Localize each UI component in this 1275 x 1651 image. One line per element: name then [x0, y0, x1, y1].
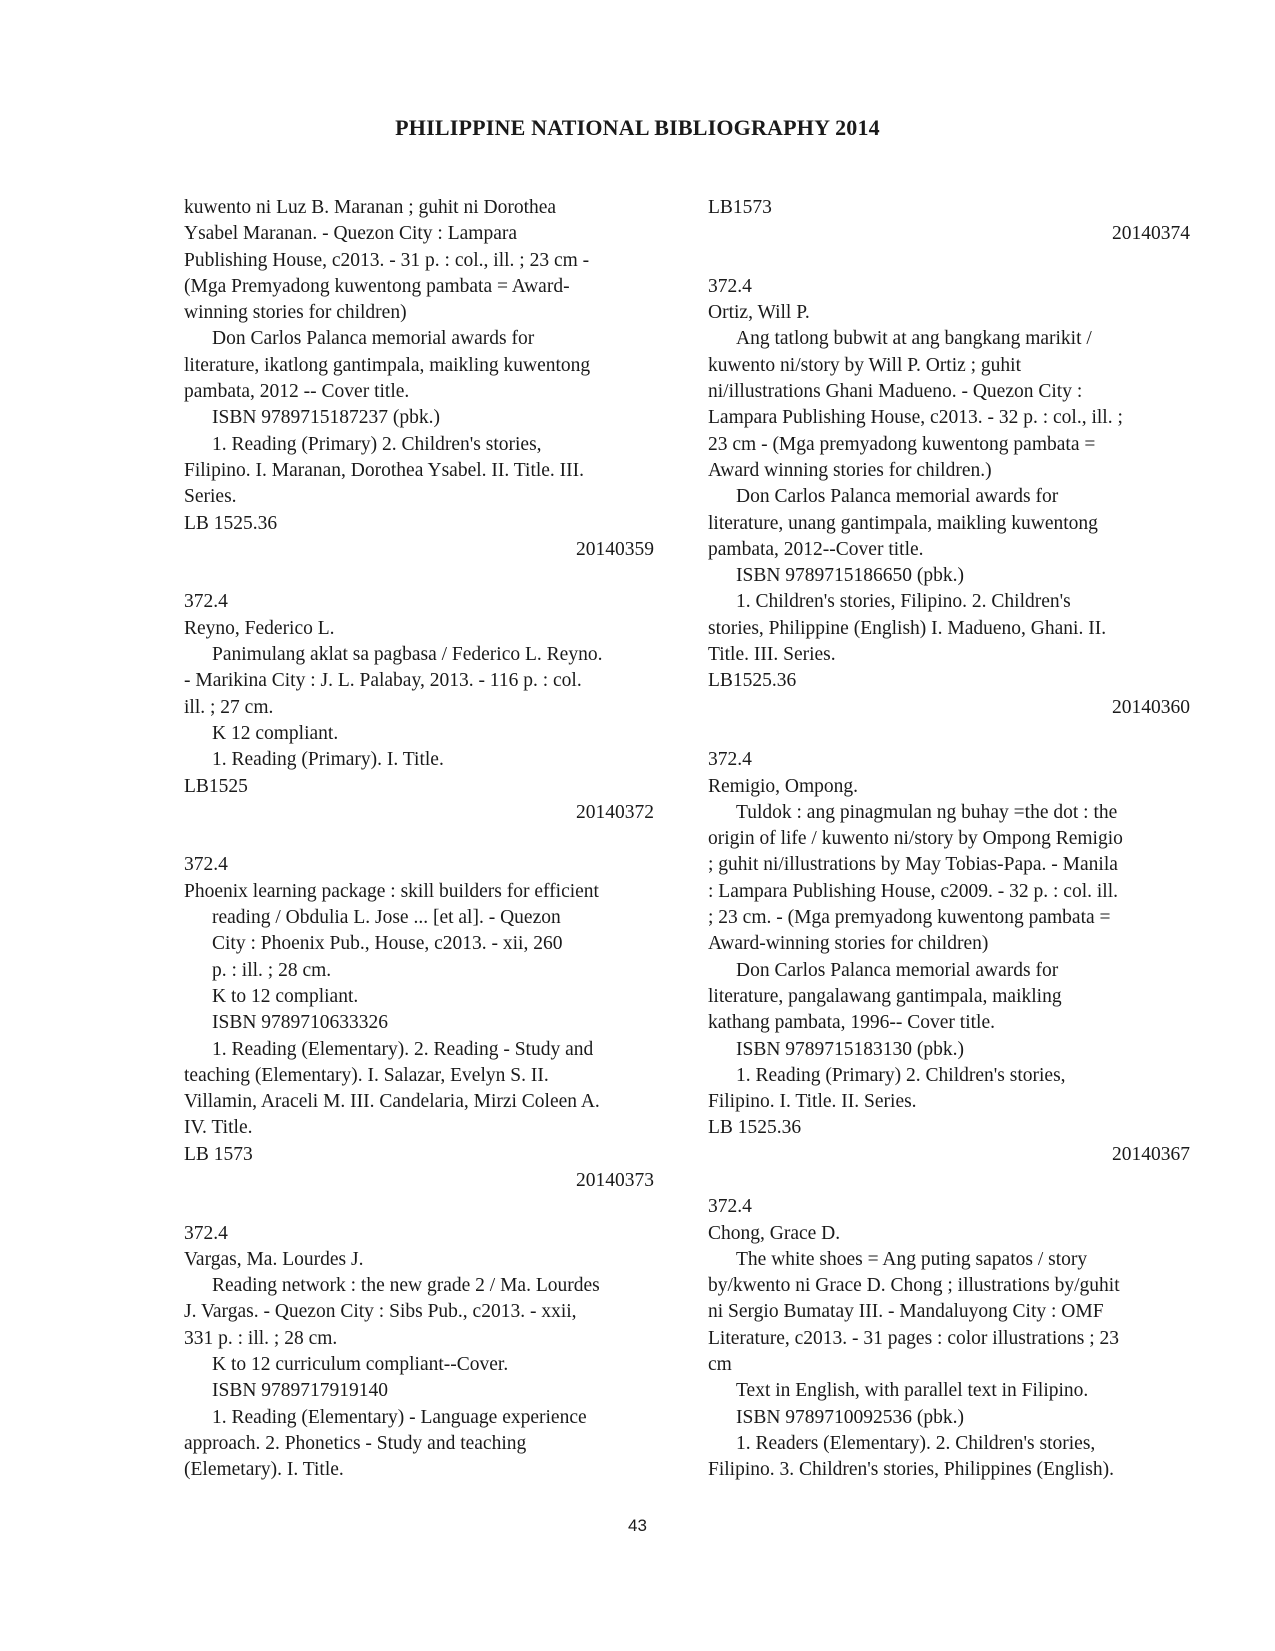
entry-line: 1. Reading (Primary) 2. Children's stories, — [212, 433, 542, 455]
entry-line: 1. Children's stories, Filipino. 2. Children's — [736, 591, 1071, 613]
entry-line: (Elemetary). I. Title. — [184, 1459, 344, 1481]
entry-line: K to 12 curriculum compliant--Cover. — [212, 1354, 509, 1376]
entry-line: teaching (Elementary). I. Salazar, Evelyn S. II. — [184, 1064, 549, 1086]
entry-line: Literature, c2013. - 31 pages : color illustrations ; 23 — [708, 1327, 1120, 1349]
entry-line: ill. ; 27 cm. — [184, 696, 274, 718]
entry-line: The white shoes = Ang puting sapatos / story — [736, 1248, 1088, 1270]
entry-line: (Mga Premyadong kuwentong pambata = Award- — [184, 275, 570, 297]
entry-line: 372.4 — [184, 591, 228, 613]
entry-line: 372.4 — [708, 749, 752, 771]
entry-line: Ang tatlong bubwit at ang bangkang marikit / — [736, 328, 1092, 350]
entry-line: kuwento ni/story by Will P. Ortiz ; guhit — [708, 354, 1022, 376]
entry-line: Reyno, Federico L. — [184, 617, 335, 639]
entry-line: by/kwento ni Grace D. Chong ; illustrations by/guhit — [708, 1275, 1120, 1297]
entry-line: Chong, Grace D. — [708, 1222, 841, 1244]
spacer — [708, 721, 1190, 747]
entry-line: 372.4 — [708, 1196, 752, 1218]
entry-line: ni/illustrations Ghani Madueno. - Quezon City : — [708, 381, 1083, 403]
left-column — [184, 195, 654, 1484]
entry-line: 372.4 — [184, 854, 228, 876]
entry-line: 23 cm - (Mga premyadong kuwentong pambata = — [708, 433, 1096, 455]
entry-line: K to 12 compliant. — [212, 985, 359, 1007]
entry-line: kathang pambata, 1996-- Cover title. — [708, 1012, 995, 1034]
entry-line: ; 23 cm. - (Mga premyadong kuwentong pambata = — [708, 907, 1111, 929]
entry-line: ISBN 9789715186650 (pbk.) — [736, 565, 965, 587]
entry-line: 331 p. : ill. ; 28 cm. — [184, 1327, 338, 1349]
entry-line: winning stories for children) — [184, 302, 407, 324]
entry-line: pambata, 2012 -- Cover title. — [184, 381, 410, 403]
entry-line: 1. Readers (Elementary). 2. Children's stories, — [736, 1432, 1096, 1454]
entry-line: LB1525.36 — [708, 670, 797, 692]
entry-line: p. : ill. ; 28 cm. — [212, 959, 332, 981]
entry-line: Filipino. I. Title. II. Series. — [708, 1091, 917, 1113]
spacer — [708, 1168, 1190, 1194]
spacer — [184, 563, 654, 589]
entry-line: ; guhit ni/illustrations by May Tobias-Papa. - Manila — [708, 854, 1118, 876]
entry-line: Series. — [184, 486, 237, 508]
record-number: 20140367 — [1112, 1143, 1190, 1165]
entry-line: Text in English, with parallel text in Filipino. — [736, 1380, 1089, 1402]
entry-line: Title. III. Series. — [708, 644, 836, 666]
entry-line: Publishing House, c2013. - 31 p. : col., ill. ; 23 cm - — [184, 249, 590, 271]
entry-line: 1. Reading (Primary). I. Title. — [212, 749, 444, 771]
entry-line: ISBN 9789710633326 — [212, 1012, 389, 1034]
entry-line: reading / Obdulia L. Jose ... [et al]. - Quezon — [212, 907, 561, 929]
entry-line: J. Vargas. - Quezon City : Sibs Pub., c2013. - xxii, — [184, 1301, 577, 1323]
entry-line: 1. Reading (Primary) 2. Children's stories, — [736, 1064, 1066, 1086]
entry-line: LB 1573 — [184, 1143, 253, 1165]
entry-line: Don Carlos Palanca memorial awards for — [736, 959, 1059, 981]
entry-line: City : Phoenix Pub., House, c2013. - xii, 260 — [212, 933, 563, 955]
entry-line: Ysabel Maranan. - Quezon City : Lampara — [184, 223, 518, 245]
entry-line: Reading network : the new grade 2 / Ma. Lourdes — [212, 1275, 600, 1297]
entry-line: Filipino. I. Maranan, Dorothea Ysabel. II. Title. III. — [184, 459, 585, 481]
entry-line: 372.4 — [708, 275, 752, 297]
entry-line: literature, ikatlong gantimpala, maikling kuwentong — [184, 354, 591, 376]
entry-line: Tuldok : ang pinagmulan ng buhay =the dot : the — [736, 801, 1118, 823]
entry-line: literature, pangalawang gantimpala, maikling — [708, 985, 1062, 1007]
entry-line: K 12 compliant. — [212, 722, 339, 744]
entry-line: approach. 2. Phonetics - Study and teaching — [184, 1432, 527, 1454]
entry-line: Remigio, Ompong. — [708, 775, 859, 797]
entry-line: kuwento ni Luz B. Maranan ; guhit ni Dorothea — [184, 197, 557, 218]
entry-line: Award winning stories for children.) — [708, 459, 992, 481]
record-number: 20140360 — [1112, 696, 1190, 718]
record-number: 20140372 — [576, 801, 654, 823]
entry-line: LB 1525.36 — [708, 1117, 802, 1139]
entry-line: Panimulang aklat sa pagbasa / Federico L. Reyno. — [212, 644, 603, 666]
right-column — [708, 195, 1190, 1484]
spacer — [184, 826, 654, 852]
entry-line: Villamin, Araceli M. III. Candelaria, Mirzi Coleen A. — [184, 1091, 600, 1113]
entry-line: Don Carlos Palanca memorial awards for — [736, 486, 1059, 508]
entry-line: cm — [708, 1354, 732, 1376]
entry-line: origin of life / kuwento ni/story by Ompong Remigio — [708, 828, 1123, 850]
entry-line: IV. Title. — [184, 1117, 253, 1139]
spacer — [708, 248, 1190, 274]
entry-line: LB 1525.36 — [184, 512, 278, 534]
entry-line: Phoenix learning package : skill builders for efficient — [184, 880, 599, 902]
entry-line: ni Sergio Bumatay III. - Mandaluyong City : OMF — [708, 1301, 1104, 1323]
entry-line: ISBN 9789710092536 (pbk.) — [736, 1406, 965, 1428]
entry-line: ISBN 9789715183130 (pbk.) — [736, 1038, 965, 1060]
entry-line: Filipino. 3. Children's stories, Philippines (English). — [708, 1459, 1114, 1481]
record-number: 20140373 — [576, 1169, 654, 1191]
spacer — [184, 1194, 654, 1220]
entry-line: pambata, 2012--Cover title. — [708, 538, 924, 560]
entry-line: ISBN 9789715187237 (pbk.) — [212, 407, 441, 429]
entry-line: : Lampara Publishing House, c2009. - 32 p. : col. ill. — [708, 880, 1118, 902]
entry-line: Don Carlos Palanca memorial awards for — [212, 328, 535, 350]
entry-line: Vargas, Ma. Lourdes J. — [184, 1248, 364, 1270]
record-number: 20140374 — [1112, 223, 1190, 245]
entry-line: literature, unang gantimpala, maikling kuwentong — [708, 512, 1098, 534]
entry-line: 1. Reading (Elementary) - Language experience — [212, 1406, 587, 1428]
entry-line: LB1525 — [184, 775, 248, 797]
entry-line: LB1573 — [708, 197, 772, 218]
entry-line: stories, Philippine (English) I. Madueno, Ghani. II. — [708, 617, 1107, 639]
entry-line: Award-winning stories for children) — [708, 933, 989, 955]
page-number: 43 — [628, 1516, 647, 1535]
record-number: 20140359 — [576, 538, 654, 560]
entry-line: 372.4 — [184, 1222, 228, 1244]
entry-line: ISBN 9789717919140 — [212, 1380, 389, 1402]
entry-line: 1. Reading (Elementary). 2. Reading - Study and — [212, 1038, 594, 1060]
entry-line: Lampara Publishing House, c2013. - 32 p. : col., ill. ; — [708, 407, 1123, 429]
entry-line: Ortiz, Will P. — [708, 302, 810, 324]
page-title: PHILIPPINE NATIONAL BIBLIOGRAPHY 2014 — [395, 115, 880, 140]
entry-line: - Marikina City : J. L. Palabay, 2013. - 116 p. : col. — [184, 670, 582, 692]
